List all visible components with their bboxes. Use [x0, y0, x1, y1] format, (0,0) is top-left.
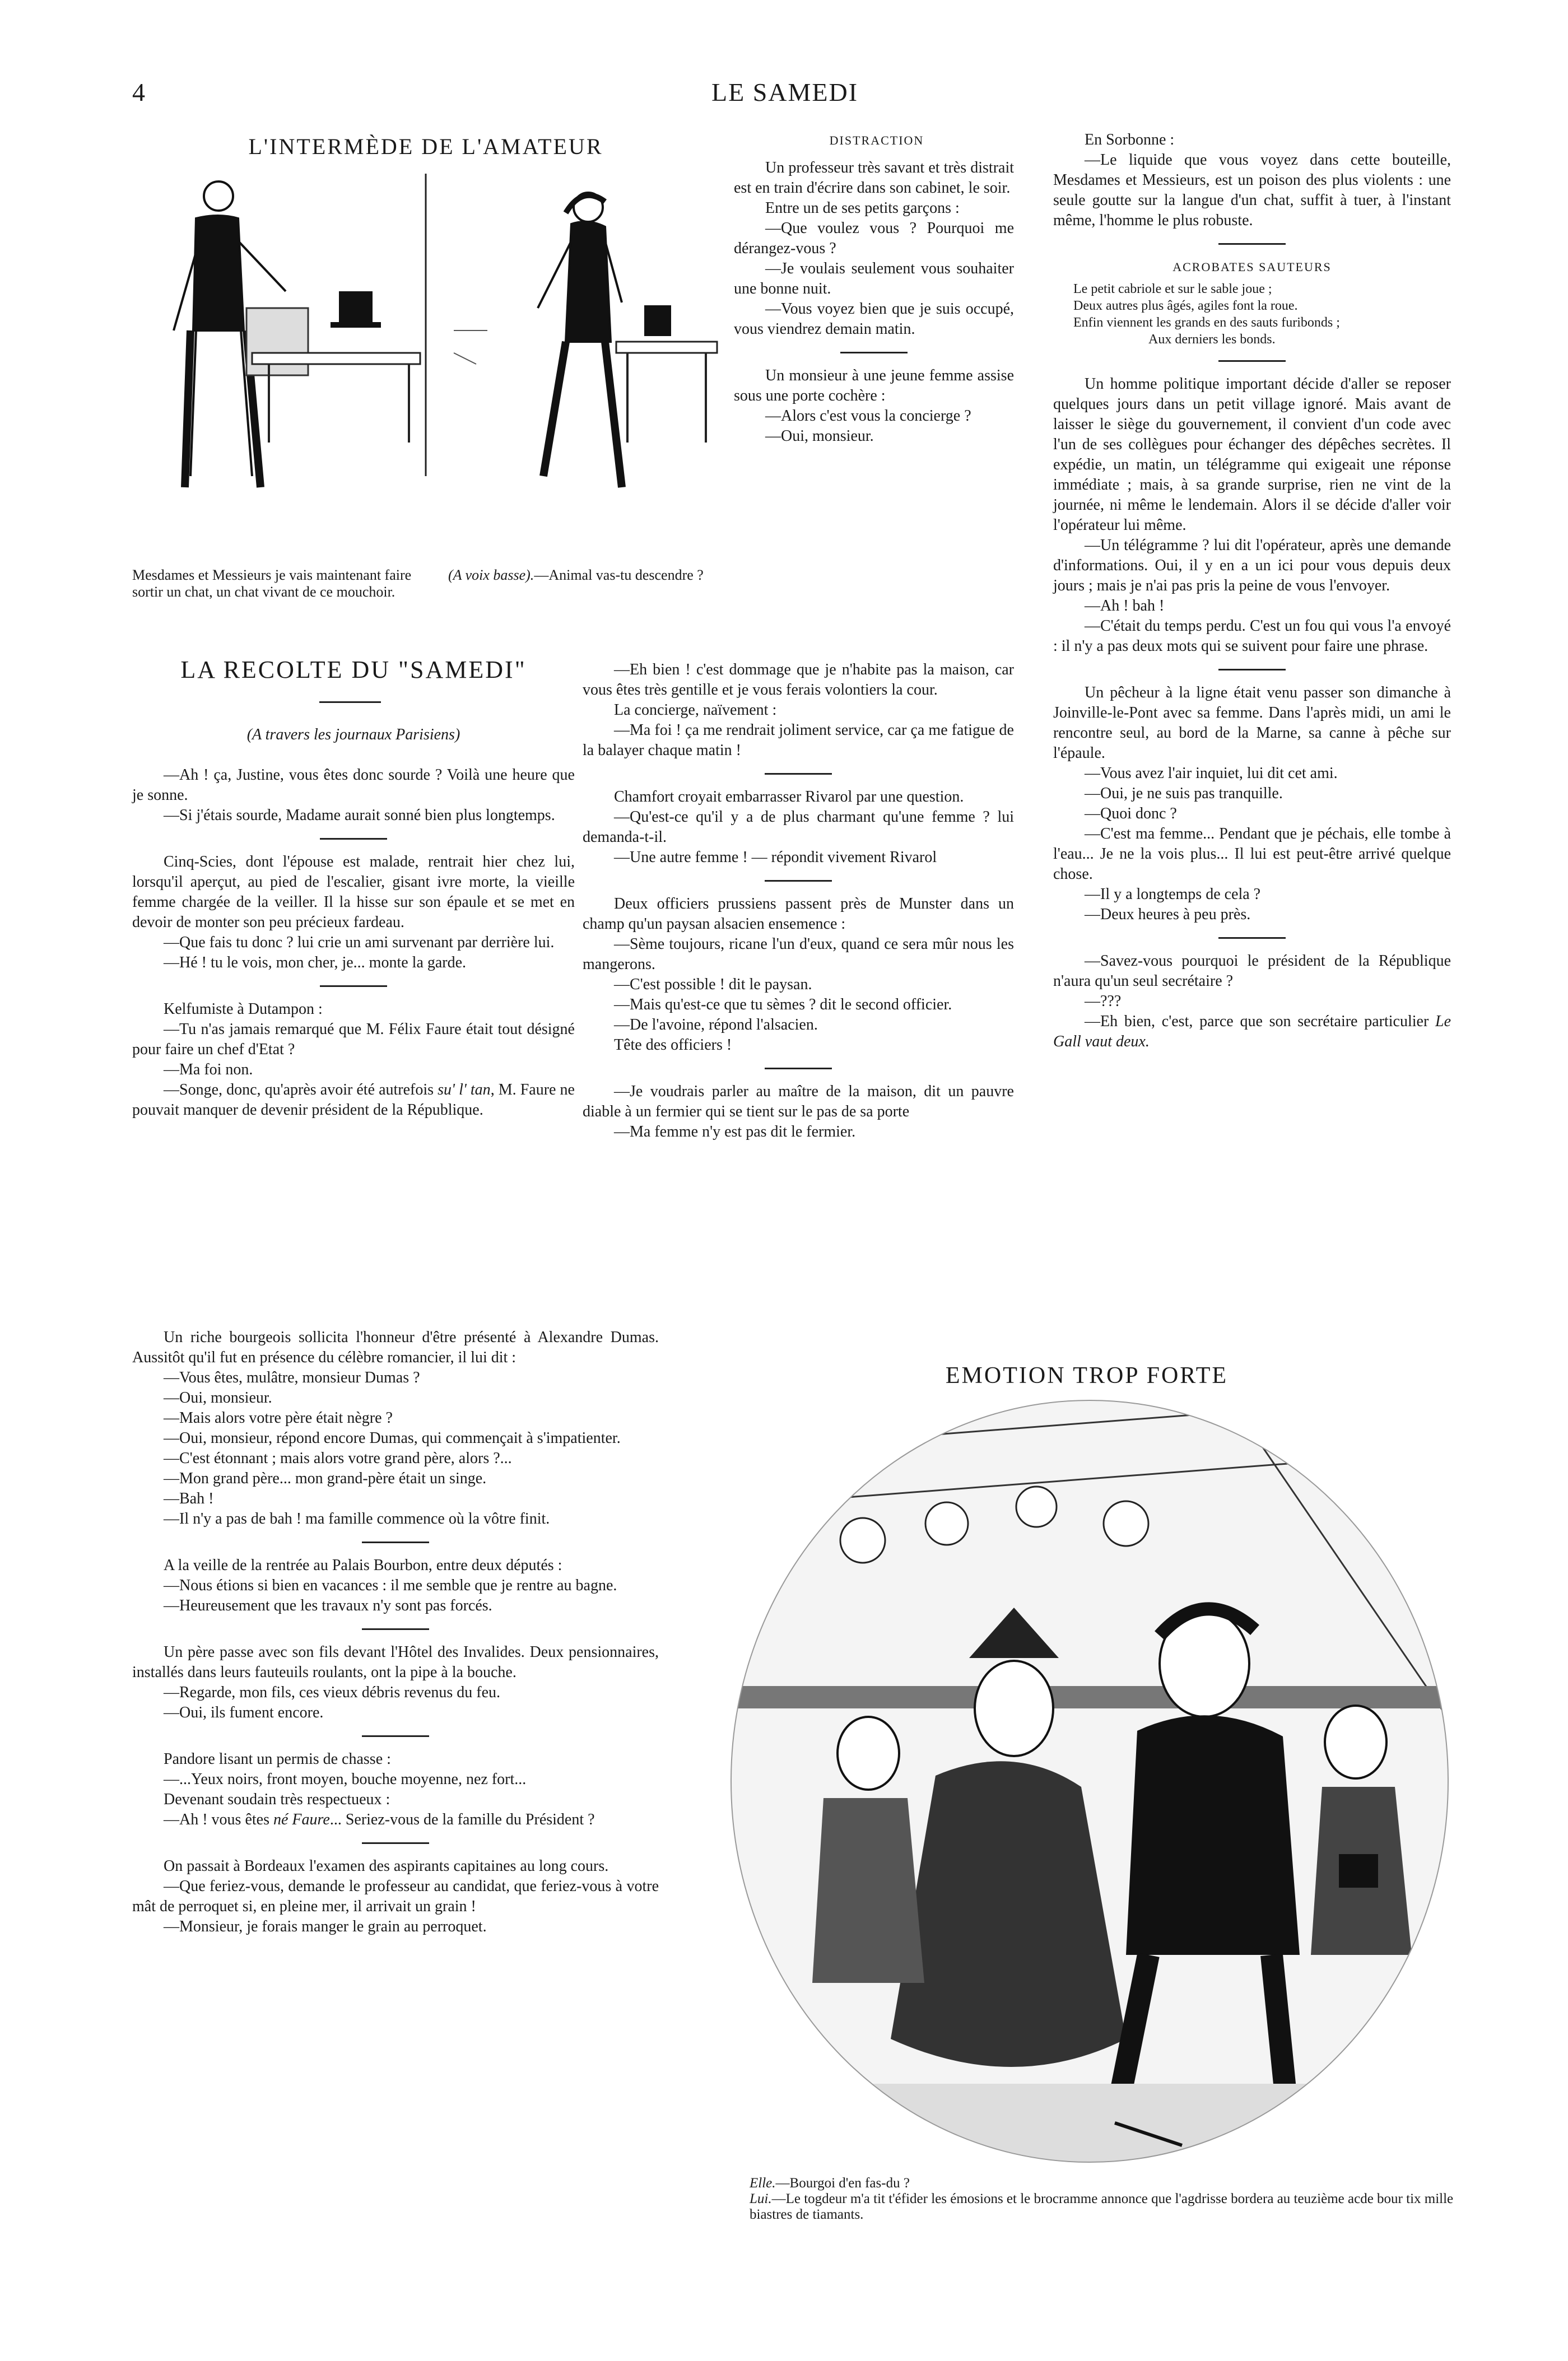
emotion-illustration — [723, 1395, 1457, 2168]
paragraph: —Oui, monsieur. — [765, 427, 874, 445]
paragraph: —Savez-vous pourquoi le président de la République n'aura qu'un seul secrétaire ? — [1053, 952, 1451, 990]
paragraph — [1053, 1012, 1451, 1052]
divider — [765, 1068, 832, 1069]
paragraph: —De l'avoine, répond l'alsacien. — [614, 1016, 818, 1033]
paragraph: Pandore lisant un permis de chasse : — [164, 1750, 391, 1768]
acrobates-title: ACROBATES SAUTEURS — [1172, 260, 1332, 274]
paragraph: —C'est ma femme... Pendant que je péchais, elle tombe à l'eau... Je ne la vois plus... Il lui est peut-être arrivé quelque chose. — [1053, 825, 1451, 883]
paragraph: —??? — [1085, 993, 1122, 1010]
divider — [362, 1628, 429, 1630]
paragraph: —Mon grand père... mon grand-père était un singe. — [164, 1470, 487, 1487]
caption-line — [734, 2176, 1457, 2191]
paragraph: —Alors c'est vous la concierge ? — [765, 407, 971, 425]
paragraph: Un père passe avec son fils devant l'Hôtel des Invalides. Deux pensionnaires, installés dans leurs fauteuils roulants, ont la pipe à la bouche. — [132, 1643, 659, 1681]
paragraph: —Nous étions si bien en vacances : il me semble que je rentre au bagne. — [164, 1577, 617, 1594]
distraction-column-bottom — [583, 660, 1014, 1142]
paragraph: —Je voudrais parler au maître de la maison, dit un pauvre diable à un fermier qui se tient sur le pas de sa porte — [583, 1083, 1014, 1120]
paragraph: —Oui, ils fument encore. — [164, 1704, 324, 1721]
distraction-title: DISTRACTION — [829, 133, 924, 147]
paragraph: —Vous avez l'air inquiet, lui dit cet ami. — [1085, 765, 1338, 782]
paragraph: —Bah ! — [164, 1490, 214, 1507]
verse-line: Deux autres plus âgés, agiles font la roue. — [1073, 299, 1298, 313]
paragraph: —Que voulez vous ? Pourquoi me dérangez-vous ? — [734, 220, 1014, 257]
paragraph: Kelfumiste à Dutampon : — [164, 1000, 323, 1018]
divider — [840, 352, 908, 353]
paragraph — [132, 1810, 659, 1830]
distraction-column-top — [734, 158, 1014, 446]
divider — [362, 1735, 429, 1737]
paragraph: —Ah ! ça, Justine, vous êtes donc sourde ? Voilà une heure que je sonne. — [132, 766, 575, 804]
intermede-caption-left: Mesdames et Messieurs je vais maintenant faire sortir un chat, un chat vivant de ce mouchoir. — [132, 567, 412, 600]
recolte-subtitle: (A travers les journaux Parisiens) — [246, 726, 460, 743]
paragraph: —Ma foi ! ça me rendrait joliment service, car ça me fatigue de la balayer chaque matin ! — [583, 721, 1014, 759]
paragraph: —Quoi donc ? — [1085, 805, 1177, 822]
paragraph: —Heureusement que les travaux n'y sont pas forcés. — [164, 1597, 492, 1614]
text-run: —Eh bien, c'est, parce que son secrétaire particulier — [1085, 1013, 1435, 1030]
text-run: ... Seriez-vous de la famille du Président ? — [329, 1811, 595, 1828]
paragraph: —Oui, monsieur, répond encore Dumas, qui commençait à s'impatienter. — [164, 1429, 621, 1447]
caption-line — [734, 2191, 1457, 2223]
paragraph: La concierge, naïvement : — [614, 701, 777, 719]
paragraph: —Tu n'as jamais remarqué que M. Félix Faure était tout désigné pour faire un chef d'Etat ? — [132, 1021, 575, 1058]
caption-text: —Bourgoi d'en fas-du ? — [775, 2176, 910, 2191]
bottom-left-column — [132, 1328, 659, 1937]
paragraph: Chamfort croyait embarrasser Rivarol par une question. — [614, 788, 964, 805]
text-run-italic: né Faure — [273, 1811, 330, 1828]
paragraph: Cinq-Scies, dont l'épouse est malade, rentrait hier chez lui, lorsqu'il aperçut, au pied de l'escalier, gisant ivre morte, la vieille femme chargée de la veiller. Il la hisse sur son épaule et se met en devoir de monter son peu précieux fardeau. — [132, 853, 575, 931]
paragraph: —Vous voyez bien que je suis occupé, vous viendrez demain matin. — [734, 300, 1014, 338]
paragraph: —Oui, monsieur. — [164, 1389, 272, 1407]
right-column — [1053, 130, 1451, 1052]
paragraph: —Mais qu'est-ce que tu sèmes ? dit le second officier. — [614, 996, 952, 1013]
paragraph: Un homme politique important décide d'aller se reposer quelques jours dans un petit village ignoré. Mais avant de laisser le siège du gouvernement, il convient d'un code avec l'un de ses collègues pour échanger des dépêches secrètes. Il expédie, un matin, un télégramme qui exigeait une réponse immédiate ; mais, à sa grande surprise, rien ne vint de la journée, ni même le lendemain. Alors il se décide d'aller voir l'opérateur lui même. — [1053, 375, 1451, 534]
masthead: LE SAMEDI — [711, 78, 859, 106]
paragraph: Entre un de ses petits garçons : — [765, 199, 960, 217]
caption-text: —Le togdeur m'a tit t'éfider les émosions et le brocramme annonce que l'agdrisse bordera au teuzième acde bour tix mille biastres de tiamants. — [750, 2191, 1454, 2222]
verse-line: Le petit cabriole et sur le sable joue ; — [1073, 282, 1272, 296]
paragraph: —Que feriez-vous, demande le professeur au candidat, que feriez-vous à votre mât de perroquet si, en pleine mer, il arrivait un grain ! — [132, 1878, 659, 1915]
paragraph: —Qu'est-ce qu'il y a de plus charmant qu'une femme ? lui demanda-t-il. — [583, 808, 1014, 846]
paragraph: —Monsieur, je forais manger le grain au perroquet. — [164, 1918, 487, 1935]
paragraph: Un monsieur à une jeune femme assise sous une porte cochère : — [734, 367, 1014, 404]
text-run-italic: Le Gall vaut deux. — [1053, 1013, 1451, 1050]
paragraph: —Une autre femme ! — répondit vivement Rivarol — [614, 849, 937, 866]
text-run-italic: su' l' tan — [438, 1081, 491, 1098]
caption-speech: —Animal vas-tu descendre ? — [534, 567, 704, 583]
divider — [1218, 937, 1286, 939]
divider — [1218, 669, 1286, 670]
divider — [765, 773, 832, 775]
paragraph: Deux officiers prussiens passent près de Munster dans un champ qu'un paysan alsacien ensemence : — [583, 895, 1014, 933]
divider — [765, 880, 832, 882]
paragraph: —Ma foi non. — [164, 1061, 253, 1078]
verse-line: Aux derniers les bonds. — [1148, 332, 1276, 347]
paragraph: —Eh bien ! c'est dommage que je n'habite pas la maison, car vous êtes très gentille et je vous ferais volontiers la cour. — [583, 661, 1014, 698]
speaker-label: Elle. — [750, 2176, 776, 2191]
paragraph: —Deux heures à peu près. — [1085, 906, 1251, 923]
paragraph: —Vous êtes, mulâtre, monsieur Dumas ? — [164, 1369, 420, 1386]
paragraph: Un professeur très savant et très distrait est en train d'écrire dans son cabinet, le soir. — [734, 159, 1014, 197]
paragraph: —Oui, je ne suis pas tranquille. — [1085, 785, 1283, 802]
recolte-title: LA RECOLTE DU "SAMEDI" — [180, 656, 527, 683]
emotion-title: EMOTION TROP FORTE — [945, 1363, 1229, 1389]
paragraph: —Hé ! tu le vois, mon cher, je... monte la garde. — [164, 954, 467, 971]
paragraph: —C'était du temps perdu. C'est un fou qui vous l'a envoyé : il n'y a pas deux mots qui se suivent pour faire une phrase. — [1053, 617, 1451, 655]
text-run: —Ah ! vous êtes — [164, 1811, 273, 1828]
paragraph: —Si j'étais sourde, Madame aurait sonné bien plus longtemps. — [164, 807, 555, 824]
paragraph: —C'est étonnant ; mais alors votre grand père, alors ?... — [164, 1450, 512, 1467]
paragraph: —Mais alors votre père était nègre ? — [164, 1409, 393, 1427]
divider — [320, 838, 387, 840]
text-run: —Songe, donc, qu'après avoir été autrefois — [164, 1081, 438, 1098]
paragraph: A la veille de la rentrée au Palais Bourbon, entre deux députés : — [164, 1557, 562, 1574]
paragraph: —Un télégramme ? lui dit l'opérateur, après une demande d'informations. Oui, il y en a un ici pour vous depuis deux jours ; mais je n'ai pas pris la peine de vous l'envoyer. — [1053, 537, 1451, 594]
divider — [362, 1542, 429, 1543]
paragraph: —Que fais tu donc ? lui crie un ami survenant par derrière lui. — [164, 934, 555, 951]
intermede-title: L'INTERMÈDE DE L'AMATEUR — [248, 134, 603, 159]
paragraph: Devenant soudain très respectueux : — [164, 1791, 390, 1808]
intermede-illustration — [140, 162, 723, 566]
divider — [1218, 360, 1286, 362]
divider — [320, 985, 387, 987]
paragraph: —...Yeux noirs, front moyen, bouche moyenne, nez fort... — [164, 1771, 527, 1788]
paragraph: —Sème toujours, ricane l'un d'eux, quand ce sera mûr nous les mangerons. — [583, 935, 1014, 973]
divider — [1218, 243, 1286, 245]
paragraph: —Ah ! bah ! — [1085, 597, 1165, 614]
paragraph: Un pêcheur à la ligne était venu passer son dimanche à Joinville-le-Pont avec sa femme. Dans l'après midi, un ami le rencontre seul, au bord de la Marne, sa canne à pêche sur l'épaule. — [1053, 684, 1451, 762]
paragraph: —Il n'y a pas de bah ! ma famille commence où la vôtre finit. — [164, 1510, 550, 1528]
title-rule — [319, 701, 381, 703]
paragraph: —C'est possible ! dit le paysan. — [614, 976, 812, 993]
paragraph: —Il y a longtemps de cela ? — [1085, 886, 1261, 903]
text-run: , M. Faure ne pouvait manquer de devenir président de la République. — [132, 1081, 575, 1119]
paragraph: —Ma femme n'y est pas dit le fermier. — [614, 1123, 856, 1140]
verse-line: Enfin viennent les grands en des sauts furibonds ; — [1073, 315, 1340, 330]
divider — [362, 1842, 429, 1844]
paragraph: —Je voulais seulement vous souhaiter une bonne nuit. — [734, 260, 1014, 297]
paragraph — [132, 1080, 575, 1120]
intermede-caption-right — [448, 567, 717, 584]
caption-aside: (A voix basse). — [448, 567, 534, 583]
speaker-label: Lui. — [750, 2191, 772, 2206]
paragraph: On passait à Bordeaux l'examen des aspirants capitaines au long cours. — [164, 1857, 609, 1875]
recolte-column — [132, 765, 575, 1120]
paragraph: —Regarde, mon fils, ces vieux débris revenus du feu. — [164, 1684, 501, 1701]
emotion-caption — [734, 2176, 1457, 2223]
paragraph: Un riche bourgeois sollicita l'honneur d'être présenté à Alexandre Dumas. Aussitôt qu'il fut en présence du célèbre romancier, il lui dit : — [132, 1329, 659, 1366]
paragraph: Tête des officiers ! — [614, 1036, 732, 1054]
page-number: 4 — [132, 78, 145, 106]
paragraph: En Sorbonne : — [1085, 131, 1175, 148]
paragraph: —Le liquide que vous voyez dans cette bouteille, Mesdames et Messieurs, est un poison des plus violents : une seule goutte sur la langue d'un chat, suffit à tuer, à l'instant même, l'homme le plus robuste. — [1053, 151, 1451, 229]
